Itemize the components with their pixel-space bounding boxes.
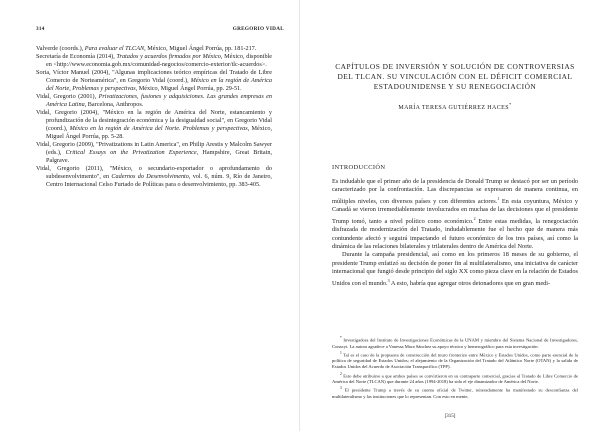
reference-entry <box>36 165 272 189</box>
footnote <box>332 385 578 400</box>
paragraph-text: A esto, habría que agregar otros detonadores que en gran medi- <box>389 279 551 287</box>
reference-entry <box>36 53 272 69</box>
reference-details: , México, disponible en <http://www.economia.gob.mx/comunidad-negocios/comercio-exterior/tlc-acuerdos>. <box>46 53 273 68</box>
footnote <box>332 335 578 350</box>
reference-title: Privatizaciones, fusiones y adquisiciones. Las grandes empresas en América Latina <box>46 93 272 108</box>
right-page <box>300 0 600 431</box>
paragraph-text: Es indudable que el primer año de la presidencia de Donald Trump se destacó por ser un período caracterizado por la confrontación. Las discrepancias se expresaron de manera continua, en múltiples niveles, con diversos países y con diferentes actores. <box>332 178 578 205</box>
footnote-text: Esto debe atribuirse a que ambos países se convirtieron en su contraparte comercial, gracias al Tratado de Libre Comercio de América del Norte (TLCAN) que durante 24 años (1994-2018) ha sido el eje dinamizador de América del Norte. <box>332 373 578 385</box>
reference-title: Cadernos do Desenvolvimento <box>111 173 189 180</box>
footnote-mark: 2 <box>340 371 342 376</box>
reference-details: , Barcelona, Anthropos. <box>84 101 144 108</box>
footnote-mark: 3 <box>340 386 342 391</box>
footnote-reference[interactable]: 1 <box>497 195 500 201</box>
footnote <box>332 350 578 371</box>
chapter-author <box>332 102 578 111</box>
reference-title: Critical Essays on the Privatization Experience <box>65 149 197 156</box>
reference-text: Vidal, Gregorio (2011), "México, o secundario-exportador o aprofundamento do subdesenvolvimento", en <box>36 165 272 180</box>
chapter-title: CAPÍTULOS DE INVERSIÓN Y SOLUCIÓN DE CONTROVERSIAS DEL TLCAN. SU VINCULACIÓN CON EL DÉFICIT COMERCIAL ESTADOUNIDENSE Y SU RENEGOCIACIÓN <box>335 62 575 91</box>
paragraph-text: Entre estas medidas, la renegociación disfrazada de modernización del Tratado, indudablemente fue el hecho que de manera más contundente afectó y seguirá impactando el futuro económico de los tres países, así como la dinámica de las relaciones bilaterales y trilaterales dentro de América del Norte. <box>332 217 578 251</box>
footnote-mark: * <box>340 336 342 340</box>
body-paragraph <box>332 251 578 288</box>
body-paragraph <box>332 178 578 251</box>
reference-text: Vidal, Gregorio (2009), "Privatizations in Latin America", en Philip Arestis y Malcolm Sawyer (eds.), <box>36 141 272 156</box>
reference-title: México en la región de América del Norte. Problemas y perspectivas <box>69 125 248 132</box>
reference-details: , México, Miguel Ángel Porrúa, pp. 181-217. <box>144 45 257 52</box>
reference-entry <box>36 69 272 93</box>
reference-details: , México, Miguel Ángel Porrúa, pp. 5-28. <box>46 125 272 140</box>
reference-entry <box>36 141 272 165</box>
reference-entry <box>36 109 272 141</box>
body-text <box>332 178 578 288</box>
footnote-mark: 1 <box>340 350 342 355</box>
footnote-reference[interactable]: 2 <box>473 215 476 221</box>
footnote-text: Tal es el caso de la propuesta de construcción del muro fronterizo entre México y Estados Unidos, como parte esencial de la política de seguridad de Estados Unidos; el alejamiento de la Organización del Tratado del Atlántico Norte (OTAN) y la salida de Estados Unidos del Acuerdo de Asociación Transpacífico (TPP). <box>332 352 578 370</box>
footnote <box>332 371 578 386</box>
footnote-reference[interactable]: 3 <box>387 277 390 283</box>
reference-list <box>36 45 272 189</box>
footnote-text: Investigadora del Instituto de Investigaciones Económicas de la UNAM y miembro del Sistema Nacional de Investigadores, Conacyt. La autora agradece a Vanessa Mora Sánchez su apoyo técnico y hemerográfico para esta investigación. <box>332 337 578 349</box>
reference-title: Para evaluar el TLCAN <box>84 45 145 52</box>
reference-details: , México, Miguel Ángel Porrúa, pp. 29-51. <box>135 85 242 92</box>
author-name: MARÍA TERESA GUTIÉRREZ HACES <box>398 105 509 111</box>
reference-text: Vidal, Gregorio (2001), <box>36 93 99 100</box>
page-folio: [315] <box>444 414 456 419</box>
reference-text: Valverde (coords.), <box>36 45 85 52</box>
page-number: 314 <box>36 26 45 32</box>
reference-title: Tratados y acuerdos firmados por México <box>116 53 221 60</box>
reference-text: Vidal, Gregorio (2004), "México en la región de América del Norte, estancamiento y profundización de la desintegración económica y la desigualdad social", en Gregorio Vidal (coord.), <box>36 109 272 132</box>
reference-details: , Hampshire, Great Britain, Palgrave. <box>46 149 272 164</box>
running-head-author: GREGORIO VIDAL <box>232 26 284 32</box>
reference-entry <box>36 93 272 109</box>
footnote-text: El presidente Trump a través de su cuenta oficial de Twitter, reiteradamente ha manifestado su desconfianza del multilateralismo y las instituciones que lo representan. Con esto en mente, <box>332 387 578 399</box>
footnotes <box>332 335 578 400</box>
section-heading: INTRODUCCIÓN <box>332 164 386 171</box>
reference-entry <box>36 45 272 53</box>
reference-details: , vol. 6, núm. 9, Río de Janeiro, Centro Internacional Celso Furtado de Políticas para o desenvolvimiento, pp. 383-405. <box>46 173 272 188</box>
reference-text: Secretaría de Economía (2014), <box>36 53 117 60</box>
reference-title: México en la región de América del Norte, Problemas y perspectivas <box>46 77 272 92</box>
paragraph-text: Durante la campaña presidencial, así como en los primeros 18 meses de su gobierno, el presidente Trump enfatizó su decisión de poner fin al multilateralismo, una iniciativa de carácter internacional que fungió desde principio del siglo XX como pieza clave en la relación de Estados Unidos con el mundo. <box>332 251 578 287</box>
reference-text: Soria, Víctor Manuel (2004), "Algunas implicaciones teórico empíricas del Tratado de Libre Comercio de Norteamérica", en Gregorio Vidal (coord.), <box>36 69 272 84</box>
author-footnote-mark[interactable]: * <box>508 102 512 107</box>
paragraph-text: En esta coyuntura, México y Canadá se vieron irremediablemente involucrados en muchas de las decisiones que el presidente Trump tomó, tanto a nivel político como económico. <box>332 197 578 225</box>
